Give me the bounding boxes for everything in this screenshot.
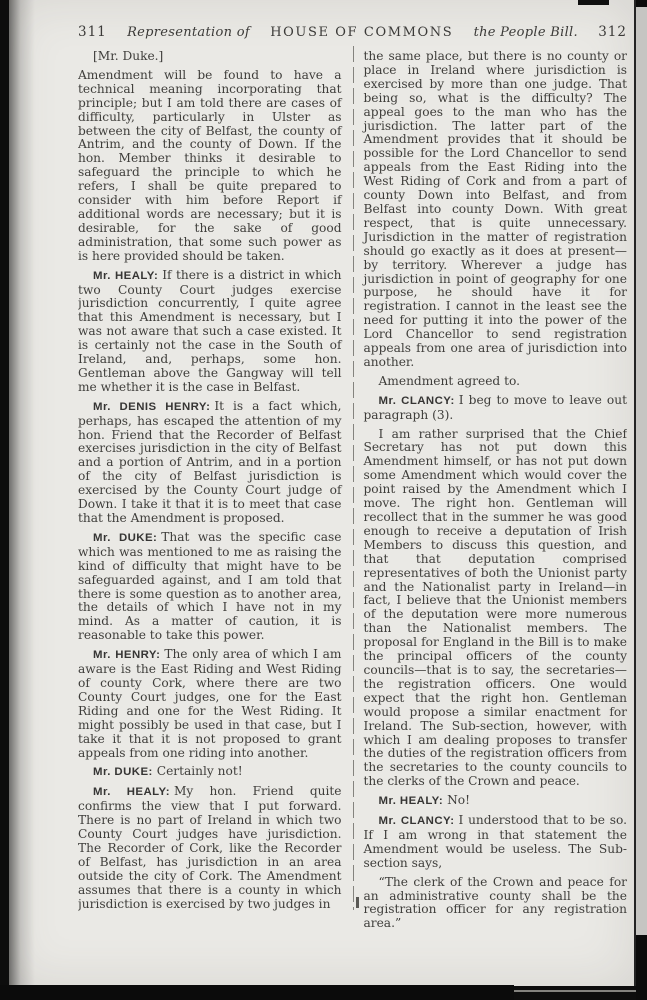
paragraph [364, 394, 628, 423]
speaker-name: Mr. DUKE: [93, 531, 158, 544]
speaker-name: Mr. DUKE: [93, 766, 153, 779]
running-title-left: Representation of [127, 25, 250, 40]
paragraph-text: If there is a district in which two County Court judges exercise jurisdiction concurrently, I quite agree that this Amendment is necessary, but I was not aware that such a case existed. It is certainly not the case in the South of Ireland, and, perhaps, some hon. Gentleman above the Gangway will tell me whether it is the case in Belfast. [78, 267, 342, 394]
paragraph-text: I am rather surprised that the Chief Secretary has not put down this Amendment himself, or has not put down some Amendment which would cover the point raised by the Amendment which I move. The right hon. Gentleman will recollect that in the summer he was good enough to receive a deputation of Irish Members to discuss this question, and that that deputation comprised representatives of both the Unionist party and the Nationalist party in Ireland—in fact, I believe that the Unionist members of the deputation were more numerous than the Nationalist members. The proposal for England in the Bill is to make the principal officers of the county councils—that is to say, the secretaries—the registration officers. One would expect that the right hon. Gentleman would propose a similar enactment for Ireland. The Sub-section, however, with which I am dealing proposes to transfer the duties of the registration officers from the secretaries to the county councils to the clerks of the Crown and peace. [363, 426, 627, 789]
scan-artifact [636, 935, 647, 1000]
paragraph [364, 428, 628, 790]
speaker-name: Mr. CLANCY: [378, 815, 455, 828]
paragraph-text: Amendment agreed to. [378, 373, 521, 388]
scan-artifact-tick [356, 897, 359, 908]
paragraph [364, 814, 628, 871]
running-title-right: the People Bill. [473, 25, 578, 40]
paragraph [78, 400, 342, 526]
paragraph-text: Certainly not! [156, 764, 243, 779]
paragraph-text: No! [447, 793, 471, 808]
paragraph [78, 269, 342, 395]
paragraph-text: Amendment will be found to have a technical meaning incorporating that principle; but I am told there are cases of difficulty, particularly in Ulster as between the city of Belfast, the county of Antrim, and the county of Down. If the hon. Member thinks it desirable to safeguard the principle to which he refers, I shall be quite prepared to consider with him before Report if additional words are necessary; but it is desirable, for the sake of good administration, that some such power as is here provided should be taken. [78, 67, 342, 263]
quoted-subsection [364, 876, 628, 932]
paragraph-text: That was the specific case which was mentioned to me as raising the kind of difficulty that might have to be safeguarded against, and I am told that there is some question as to another area, the details of which I have not in my mind. As a matter of caution, it is reasonable to take this power. [78, 529, 342, 643]
paragraph [364, 50, 628, 370]
running-header [78, 24, 627, 40]
paragraph [78, 785, 342, 911]
speaker-name: Mr. HENRY: [93, 649, 161, 662]
scan-artifact [578, 0, 609, 5]
speaker-name: Mr. HEALY: [93, 786, 170, 799]
speaker-name: Mr. HEALY: [378, 795, 444, 808]
page-bottom-edge [514, 990, 636, 992]
paragraph-text: the same place, but there is no county or place in Ireland where jurisdiction is exercised by more than one judge. That being so, what is the difficulty? The appeal goes to the man who has the jurisdiction. The latter part of the Amendment provides that it should be possible for the Lord Chancellor to send appeals from the East Riding into the West Riding of Cork and from a part of county Down into Belfast, and from Belfast into county Down. With great respect, that is quite unnecessary. Jurisdiction in the matter of registration should go exactly as it does at present—by territory. Wherever a judge has jurisdiction in point of geography for one purpose, he should have it for registration. I cannot in the least see the need for putting it into the power of the Lord Chancellor to send registration appeals from one area of jurisdiction into another. [363, 50, 627, 369]
text-body [78, 50, 627, 962]
paragraph [78, 69, 342, 264]
paragraph [364, 794, 628, 809]
paragraph-text: I beg to move to leave out paragraph (3). [363, 392, 627, 422]
binding-shadow [9, 0, 35, 986]
page-number-right: 312 [598, 24, 627, 40]
scan-edge-strip [636, 0, 647, 1000]
page-number-left: 311 [78, 24, 107, 40]
left-column [78, 50, 342, 962]
paragraph [364, 375, 628, 389]
paragraph [78, 765, 342, 780]
scan-artifact [636, 0, 647, 7]
speaker-attribution: [Mr. Duke.] [93, 50, 164, 63]
paragraph-text: My hon. Friend quite confirms the view that I put forward. There is no part of Ireland in which two County Court judges have jurisdiction. The Recorder of Cork, like the Recorder of Belfast, has jurisdiction in an area outside the city of Cork. The Amendment assumes that there is a county in which jurisdiction is exercised by two judges in [78, 784, 342, 911]
speaker-name: Mr. CLANCY: [378, 394, 455, 407]
right-column [364, 50, 628, 962]
paragraph-text: The only area of which I am aware is the East Riding and West Riding of county Cork, where there are two County Court judges, one for the East Riding and one for the West Riding. It might possibly be used in that case, but I take it that it is not proposed to grant appeals from one riding into another. [78, 647, 342, 760]
paragraph [78, 531, 342, 643]
speaker-name: Mr. HEALY: [93, 269, 159, 282]
paragraph-text: It is a fact which, perhaps, has escaped the attention of my hon. Friend that the Recorder of Belfast exercises jurisdiction in the city of Belfast and a portion of Antrim, and in a portion of the city of Belfast jurisdiction is exercised by the County Court judge of Down. I take it that it is to meet that case that the Amendment is proposed. [78, 398, 342, 525]
paragraph-text: I understood that to be so. If I am wrong in that statement the Amendment would be useless. The Sub-section says, [363, 813, 627, 870]
paper-sheet [9, 0, 636, 986]
paragraph-text: “The clerk of the Crown and peace for an administrative county shall be the registration officer for any registration area.” [363, 874, 627, 931]
running-title-center: HOUSE OF COMMONS [270, 25, 454, 40]
paragraph [78, 648, 342, 760]
speaker-name: Mr. DENIS HENRY: [93, 400, 211, 413]
scan-bottom-bar [0, 985, 514, 1000]
